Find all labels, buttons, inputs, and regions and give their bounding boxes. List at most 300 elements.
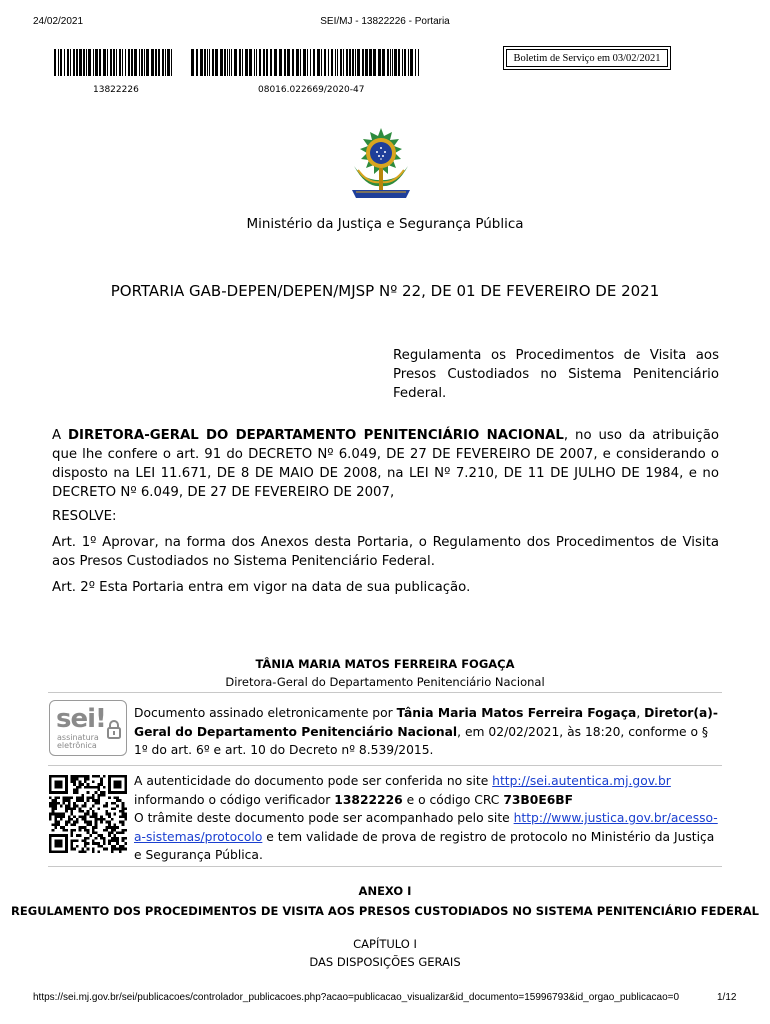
qr-module [103, 837, 106, 840]
qr-module [81, 783, 84, 786]
barcode-bar [321, 49, 322, 76]
qr-module [97, 818, 100, 821]
qr-module [57, 797, 60, 800]
qr-module [89, 797, 92, 800]
qr-module [79, 815, 82, 818]
qr-module [65, 829, 68, 832]
qr-module [60, 805, 63, 808]
divider [48, 692, 722, 693]
qr-module [105, 826, 108, 829]
crc-code: 73B0E6BF [503, 792, 574, 807]
boletim-box: Boletim de Serviço em 03/02/2021 [503, 46, 671, 70]
qr-module [52, 813, 55, 816]
process-barcode-left [54, 49, 174, 76]
qr-module [114, 848, 117, 851]
qr-module [62, 802, 65, 805]
qr-module [116, 837, 119, 840]
barcode-bar [239, 49, 241, 76]
qr-module [108, 840, 111, 843]
qr-module [95, 775, 98, 778]
qr-module [52, 823, 55, 826]
qr-module [71, 845, 74, 848]
qr-module [114, 802, 117, 805]
qr-module [100, 780, 103, 783]
barcode-bar [191, 49, 194, 76]
qr-module [87, 831, 90, 834]
barcode-bar [324, 49, 326, 76]
article-2: Art. 2º Esta Portaria entra em vigor na data de sua publicação. [52, 580, 471, 595]
qr-module [49, 815, 52, 818]
barcode-bar [292, 49, 294, 76]
qr-module [73, 823, 76, 826]
qr-module [108, 831, 111, 834]
barcode-bar [95, 49, 98, 76]
barcode-bar [254, 49, 255, 76]
qr-module [114, 807, 117, 810]
qr-module [52, 807, 55, 810]
barcode-bar [287, 49, 290, 76]
qr-module [105, 821, 108, 824]
qr-module [81, 848, 84, 851]
qr-module [97, 807, 100, 810]
qr-module [76, 818, 79, 821]
barcode-bar [349, 49, 351, 76]
barcode-bar [317, 49, 320, 76]
qr-module [65, 821, 68, 824]
preamble-authority: DIRETORA-GERAL DO DEPARTAMENTO PENITENCIÁRIO NACIONAL [67, 428, 564, 443]
qr-module [97, 850, 100, 853]
coat-of-arms-emblem [346, 126, 416, 204]
qr-module [54, 840, 62, 848]
qr-module [105, 848, 108, 851]
qr-module [73, 783, 76, 786]
qr-module [71, 834, 74, 837]
qr-module [100, 794, 103, 797]
qr-module [62, 815, 65, 818]
qr-module [65, 799, 68, 802]
qr-module [111, 840, 114, 843]
qr-module [76, 775, 79, 778]
qr-module [49, 818, 52, 821]
barcode-bar [296, 49, 299, 76]
barcode-bar [76, 49, 78, 76]
barcode-bar [229, 49, 230, 76]
qr-module [71, 848, 74, 851]
qr-module [54, 823, 57, 826]
qr-module [52, 829, 55, 832]
qr-module [92, 780, 95, 783]
qr-module [84, 786, 87, 789]
qr-module [119, 848, 122, 851]
qr-module [124, 818, 127, 821]
qr-module [84, 778, 87, 781]
qr-module [87, 823, 90, 826]
qr-module [97, 842, 100, 845]
qr-module [54, 802, 57, 805]
qr-module [57, 802, 60, 805]
qr-module [124, 807, 127, 810]
qr-module [54, 799, 57, 802]
qr-module [103, 842, 106, 845]
qr-module [111, 831, 114, 834]
barcode-bar [116, 49, 117, 76]
qr-module [65, 823, 68, 826]
barcode-bar [402, 49, 403, 76]
qr-module [103, 840, 106, 843]
barcode-bar [418, 49, 419, 76]
qr-module [81, 797, 84, 800]
qr-module [92, 826, 95, 829]
qr-module [52, 802, 55, 805]
qr-module [116, 805, 119, 808]
qr-module [92, 840, 95, 843]
qr-module [122, 802, 125, 805]
preamble-prefix: A [52, 428, 68, 443]
barcode-bar [93, 49, 94, 76]
qr-module [54, 797, 57, 800]
qr-module [111, 807, 114, 810]
barcode-bar [212, 49, 214, 76]
qr-module [79, 797, 82, 800]
qr-module [84, 775, 87, 778]
qr-module [52, 799, 55, 802]
qr-module [76, 834, 79, 837]
qr-module [73, 840, 76, 843]
preamble-paragraph [52, 426, 719, 502]
qr-module [79, 807, 82, 810]
qr-module [108, 815, 111, 818]
barcode-bar [398, 49, 400, 76]
qr-module [76, 821, 79, 824]
qr-module [68, 797, 71, 800]
qr-module [122, 807, 125, 810]
qr-module [122, 813, 125, 816]
qr-module [68, 807, 71, 810]
barcode-bar [167, 49, 170, 76]
qr-module [122, 831, 125, 834]
qr-module [103, 786, 106, 789]
barcode-bar [415, 49, 416, 76]
qr-module [84, 845, 87, 848]
ementa: Regulamenta os Procedimentos de Visita aos Presos Custodiados no Sistema Penitenciário Federal. [393, 348, 719, 401]
qr-module [60, 826, 63, 829]
qr-module [71, 829, 74, 832]
qr-module [73, 780, 76, 783]
barcode-bar [300, 49, 301, 76]
annex-subtitle: REGULAMENTO DOS PROCEDIMENTOS DE VISITA AOS PRESOS CUSTODIADOS NO SISTEMA PENITENCIÁRIO FEDERAL [11, 904, 759, 918]
process-barcode-right [191, 49, 421, 76]
qr-module [111, 829, 114, 832]
qr-module [71, 842, 74, 845]
barcode-bar [155, 49, 157, 76]
qr-module [84, 780, 87, 783]
barcode-bar [141, 49, 143, 76]
barcode-bar [355, 49, 356, 76]
barcode-bar [378, 49, 381, 76]
qr-module [105, 829, 108, 832]
barcode-bar [365, 49, 368, 76]
qr-module [95, 815, 98, 818]
barcode-bar [70, 49, 71, 76]
barcode-right-number: 08016.022669/2020-47 [258, 85, 365, 95]
qr-module [114, 840, 117, 843]
qr-module [116, 797, 119, 800]
qr-module [122, 829, 125, 832]
qr-module [92, 815, 95, 818]
qr-module [81, 799, 84, 802]
qr-module [73, 829, 76, 832]
barcode-bar [113, 49, 115, 76]
qr-module [65, 797, 68, 800]
qr-module [87, 797, 90, 800]
barcode-left-number: 13822226 [93, 85, 139, 95]
barcode-bar [146, 49, 149, 76]
qr-module [92, 842, 95, 845]
qr-module [122, 823, 125, 826]
qr-module [87, 813, 90, 816]
signatory-role: Diretora-Geral do Departamento Penitenciário Nacional [225, 675, 545, 689]
barcode-bar [263, 49, 265, 76]
qr-module [87, 810, 90, 813]
qr-module [108, 823, 111, 826]
qr-module [54, 818, 57, 821]
qr-module [84, 818, 87, 821]
barcode-bar [60, 49, 62, 76]
qr-module [49, 813, 52, 816]
qr-module [81, 805, 84, 808]
qr-module [108, 821, 111, 824]
qr-module [89, 834, 92, 837]
qr-module [81, 840, 84, 843]
qr-module [114, 797, 117, 800]
qr-module [122, 815, 125, 818]
qr-module [111, 802, 114, 805]
barcode-bar [162, 49, 164, 76]
sei-signature-logo [49, 700, 127, 756]
barcode-bar [107, 49, 108, 76]
protocol-link[interactable]: http://www.justica.gov.br/acesso-a-sistemas/protocolo [134, 811, 718, 844]
qr-module [81, 818, 84, 821]
barcode-bar [209, 49, 210, 76]
qr-module [76, 778, 79, 781]
qr-module [68, 805, 71, 808]
qr-module [111, 826, 114, 829]
qr-module [103, 775, 106, 778]
barcode-bar [313, 49, 315, 76]
qr-module [92, 831, 95, 834]
barcode-bar [362, 49, 364, 76]
qr-module [124, 815, 127, 818]
barcode-bar [151, 49, 154, 76]
qr-module [124, 829, 127, 832]
qr-module [100, 783, 103, 786]
qr-module [54, 826, 57, 829]
barcode-bar [125, 49, 126, 76]
qr-module [65, 807, 68, 810]
qr-module [119, 821, 122, 824]
qr-module [111, 850, 114, 853]
qr-module [76, 786, 79, 789]
qr-module [97, 794, 100, 797]
preamble-rest: , no uso da atribuição que lhe confere o art. 91 do DECRETO Nº 6.049, DE 27 DE FEVEREIRO DE 2007, e considerando o disposto na LEI 11.671, DE 8 DE MAIO DE 2008, na LEI Nº 7.210, DE 11 DE JULHO DE 1984, e no DECRETO Nº 6.049, DE 27 DE FEVEREIRO DE 2007, [52, 428, 719, 500]
qr-module [100, 815, 103, 818]
sei-logo-text: sei! [56, 704, 106, 734]
qr-module [60, 815, 63, 818]
qr-module [95, 831, 98, 834]
electronic-signature-text: Documento assinado eletronicamente por Tânia Maria Matos Ferreira Fogaça, Diretor(a)-Geral do Departamento Penitenciário Nacional, em 02/02/2021, às 18:20, conforme o § 1º do art. 6º e art. 10 do Decreto nº 8.539/2015. [134, 706, 718, 757]
qr-module [95, 799, 98, 802]
barcode-bar [134, 49, 137, 76]
annex-title: ANEXO I [358, 884, 412, 898]
barcode-bar [110, 49, 112, 76]
qr-module [97, 775, 100, 778]
qr-module [81, 850, 84, 853]
barcode-bar [270, 49, 272, 76]
qr-module [95, 791, 98, 794]
divider [48, 866, 722, 867]
qr-module [73, 815, 76, 818]
qr-module [84, 813, 87, 816]
qr-module [108, 826, 111, 829]
qr-module [79, 775, 82, 778]
qr-module [52, 805, 55, 808]
qr-module [81, 826, 84, 829]
qr-module [49, 802, 52, 805]
qr-module [97, 799, 100, 802]
qr-module [97, 786, 100, 789]
qr-module [79, 829, 82, 832]
qr-module [114, 837, 117, 840]
qr-module [57, 813, 60, 816]
qr-module [73, 805, 76, 808]
barcode-bar [215, 49, 218, 76]
barcode-bar [227, 49, 228, 76]
barcode-bar [58, 49, 59, 76]
barcode-bar [331, 49, 333, 76]
barcode-bar [99, 49, 101, 76]
ministry-name: Ministério da Justiça e Segurança Pública [246, 216, 524, 232]
qr-module [114, 845, 117, 848]
qr-module [62, 797, 65, 800]
qr-module [57, 823, 60, 826]
qr-module [84, 842, 87, 845]
qr-module [76, 797, 79, 800]
barcode-bar [200, 49, 203, 76]
qr-module [87, 778, 90, 781]
qr-module [84, 805, 87, 808]
barcode-bar [274, 49, 277, 76]
qr-module [68, 818, 71, 821]
qr-module [95, 837, 98, 840]
barcode-bar [171, 49, 172, 76]
qr-module [68, 802, 71, 805]
qr-module [92, 805, 95, 808]
qr-module [89, 815, 92, 818]
qr-module [114, 780, 122, 788]
qr-module [71, 807, 74, 810]
qr-module [79, 780, 82, 783]
barcode-bar [220, 49, 223, 76]
barcode-bar [64, 49, 65, 76]
qr-module [79, 783, 82, 786]
barcode-bar [224, 49, 226, 76]
qr-module [122, 840, 125, 843]
barcode-bar [242, 49, 243, 76]
barcode-bar [340, 49, 342, 76]
barcode-bar [79, 49, 82, 76]
verification-code: 13822226 [334, 792, 403, 807]
qr-module [73, 807, 76, 810]
barcode-bar [390, 49, 391, 76]
barcode-bar [357, 49, 360, 76]
qr-module [100, 834, 103, 837]
qr-module [100, 778, 103, 781]
sei-logo-caption: assinatura eletrônica [57, 733, 99, 750]
qr-module [87, 786, 90, 789]
qr-module [122, 845, 125, 848]
qr-module [68, 799, 71, 802]
qr-module [87, 775, 90, 778]
qr-module [84, 850, 87, 853]
qr-module [76, 791, 79, 794]
barcode-bar [249, 49, 252, 76]
qr-module [87, 783, 90, 786]
qr-module [97, 834, 100, 837]
barcode-bar [103, 49, 106, 76]
qr-module [116, 842, 119, 845]
chapter-title: DAS DISPOSIÇÕES GERAIS [309, 955, 461, 969]
qr-module [54, 813, 57, 816]
qr-module [79, 826, 82, 829]
qr-module [122, 837, 125, 840]
qr-module [111, 845, 114, 848]
qr-module [62, 813, 65, 816]
qr-module [122, 805, 125, 808]
qr-module [92, 797, 95, 800]
qr-module [71, 831, 74, 834]
barcode-bar [144, 49, 145, 76]
qr-module [84, 815, 87, 818]
qr-module [87, 799, 90, 802]
qr-module [87, 791, 90, 794]
barcode-bar [410, 49, 413, 76]
qr-module [60, 818, 63, 821]
qr-module [100, 818, 103, 821]
barcode-bar [392, 49, 393, 76]
print-date: 24/02/2021 [33, 16, 84, 27]
qr-module [103, 791, 106, 794]
qr-module [87, 848, 90, 851]
qr-module [92, 810, 95, 813]
qr-module [68, 815, 71, 818]
qr-module [92, 813, 95, 816]
qr-module [92, 775, 95, 778]
qr-module [71, 797, 74, 800]
barcode-bar [337, 49, 338, 76]
qr-module [114, 813, 117, 816]
barcode-bar [256, 49, 257, 76]
barcode-bar [307, 49, 308, 76]
barcode-bar [343, 49, 344, 76]
qr-module [84, 826, 87, 829]
qr-module [57, 821, 60, 824]
qr-module [71, 780, 74, 783]
qr-module [65, 805, 68, 808]
sei-authenticity-link[interactable]: http://sei.autentica.mj.gov.br [492, 774, 671, 788]
qr-module [116, 840, 119, 843]
barcode-bar [245, 49, 248, 76]
barcode-bar [408, 49, 409, 76]
